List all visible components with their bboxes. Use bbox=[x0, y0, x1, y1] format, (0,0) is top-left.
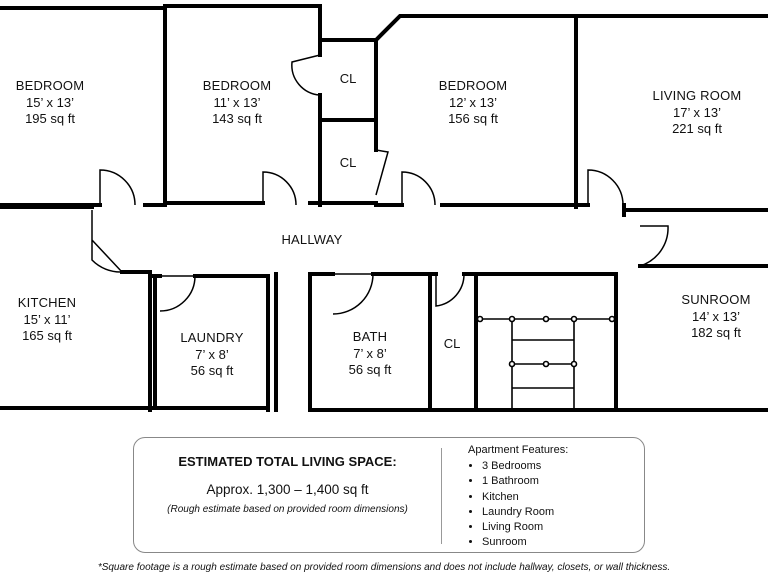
room-name: BEDROOM bbox=[202, 78, 272, 93]
top-wall-left bbox=[0, 6, 320, 40]
room-dimensions: 7’ x 8’ bbox=[353, 345, 387, 361]
room-name: KITCHEN bbox=[17, 295, 77, 310]
room-area: 221 sq ft bbox=[672, 121, 722, 137]
room-area: 156 sq ft bbox=[448, 111, 498, 127]
summary-note: (Rough estimate based on provided room dimensions) bbox=[167, 504, 408, 515]
feature-item: • 3 Bedrooms bbox=[482, 459, 638, 474]
feature-item: • Living Room bbox=[482, 520, 638, 535]
room-area: 182 sq ft bbox=[691, 325, 741, 341]
room-name: SUNROOM bbox=[681, 292, 751, 307]
door-closet2 bbox=[376, 150, 388, 195]
door-cl3 bbox=[436, 274, 464, 306]
room-dimensions: 15’ x 13’ bbox=[26, 94, 74, 110]
closet-label-2: CL bbox=[339, 155, 357, 170]
room-dimensions: 12’ x 13’ bbox=[449, 94, 497, 110]
room-bedroom-2 bbox=[188, 78, 286, 128]
room-dimensions: 14’ x 13’ bbox=[692, 308, 740, 324]
door-bed3 bbox=[402, 172, 435, 205]
living-space-summary bbox=[134, 438, 441, 552]
room-bath bbox=[320, 329, 420, 379]
room-name: BATH bbox=[352, 329, 388, 344]
summary-box bbox=[133, 437, 645, 553]
room-dimensions: 15’ x 11’ bbox=[23, 311, 71, 327]
closet-label-3: CL bbox=[443, 336, 461, 351]
summary-divider bbox=[441, 448, 442, 544]
feature-item: • Kitchen bbox=[482, 490, 638, 505]
top-wall-right bbox=[376, 16, 768, 40]
footnote: *Square footage is a rough estimate based on provided room dimensions and does not include hallway, closets, or wall thickness. bbox=[97, 562, 671, 573]
room-dimensions: 11’ x 13’ bbox=[213, 94, 261, 110]
room-name: HALLWAY bbox=[281, 232, 343, 247]
room-name: LIVING ROOM bbox=[652, 88, 742, 103]
feature-item: • 1 Bathroom bbox=[482, 474, 638, 489]
room-living-room bbox=[640, 88, 754, 138]
room-area: 143 sq ft bbox=[212, 111, 262, 127]
room-dimensions: 17’ x 13’ bbox=[673, 104, 721, 120]
door-sunroom bbox=[640, 226, 668, 266]
room-area: 165 sq ft bbox=[22, 328, 72, 344]
room-name: BEDROOM bbox=[438, 78, 508, 93]
features-panel bbox=[468, 444, 638, 551]
door-bed2-closet bbox=[292, 55, 320, 95]
closet-label-1: CL bbox=[339, 71, 357, 86]
features-list bbox=[468, 459, 638, 551]
features-title: Apartment Features: bbox=[468, 444, 569, 456]
room-name: BEDROOM bbox=[15, 78, 85, 93]
door-kitchen bbox=[92, 210, 122, 272]
room-hallway bbox=[262, 232, 362, 249]
room-area: 56 sq ft bbox=[348, 362, 392, 378]
room-kitchen bbox=[0, 295, 94, 345]
feature-item: • Sunroom bbox=[482, 535, 638, 550]
door-bed1 bbox=[100, 170, 135, 205]
feature-item: • Laundry Room bbox=[482, 505, 638, 520]
summary-approx: Approx. 1,300 – 1,400 sq ft bbox=[206, 482, 369, 497]
door-living bbox=[588, 170, 623, 205]
room-name: LAUNDRY bbox=[180, 330, 244, 345]
door-bed2 bbox=[263, 172, 296, 205]
room-laundry bbox=[162, 330, 262, 380]
room-dimensions: 7’ x 8’ bbox=[195, 346, 229, 362]
room-sunroom bbox=[658, 292, 768, 342]
room-area: 56 sq ft bbox=[190, 363, 234, 379]
door-laundry bbox=[160, 276, 195, 311]
door-bath bbox=[333, 274, 373, 314]
room-bedroom-1 bbox=[0, 78, 100, 128]
summary-heading: ESTIMATED TOTAL LIVING SPACE: bbox=[178, 454, 397, 469]
staircase bbox=[478, 317, 615, 411]
room-area: 195 sq ft bbox=[25, 111, 75, 127]
room-bedroom-3 bbox=[424, 78, 522, 128]
